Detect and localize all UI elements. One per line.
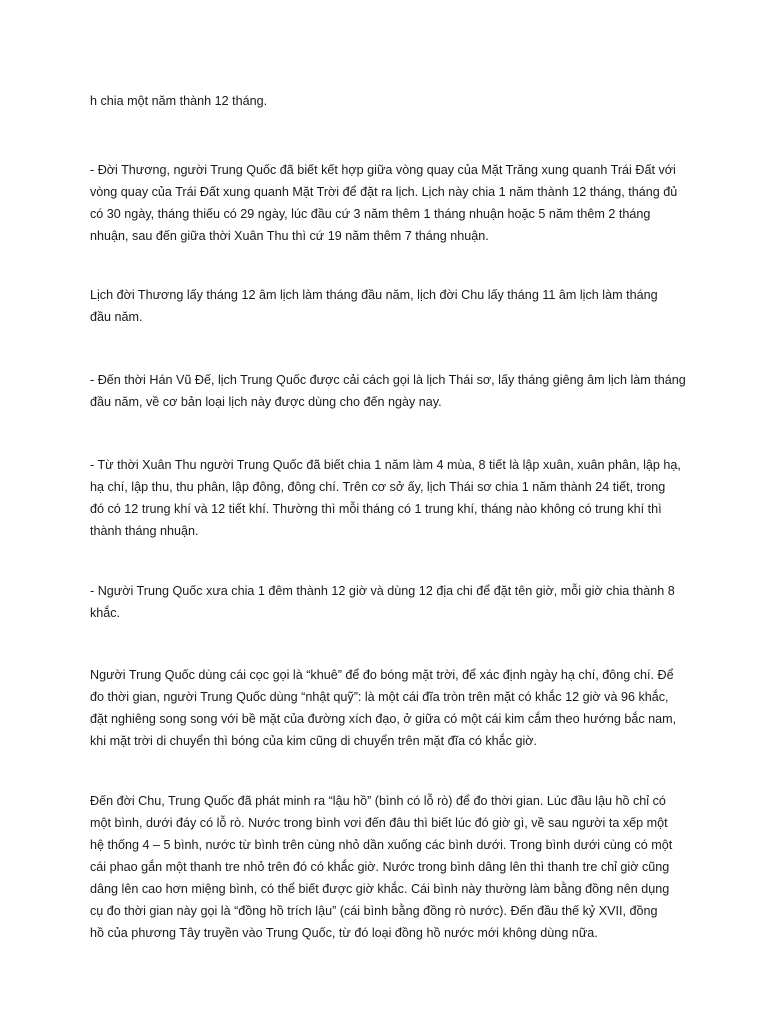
paragraph-sundial (90, 664, 690, 752)
paragraph-seasons-solar-terms (90, 454, 690, 542)
text-line: cái phao gắn một thanh tre nhỏ trên đó có khắc giờ. Nước trong bình dâng lên thì thanh tre chỉ giờ cũng (90, 860, 670, 874)
paragraph-water-clock (90, 790, 690, 944)
text-line: nhuận, sau đến giữa thời Xuân Thu thì cứ 19 năm thêm 7 tháng nhuận. (90, 229, 489, 243)
paragraph-han-wudi-reform (90, 369, 690, 413)
text-line: có 30 ngày, tháng thiếu có 29 ngày, lúc đầu cứ 3 năm thêm 1 tháng nhuận hoặc 5 năm thêm 2 tháng (90, 207, 651, 221)
text-line: đó có 12 trung khí và 12 tiết khí. Thường thì mỗi tháng có 1 trung khí, tháng nào không có trung khí thì (90, 502, 662, 516)
text-line: đầu năm, về cơ bản loại lịch này được dùng cho đến ngày nay. (90, 395, 442, 409)
text-line: h chia một năm thành 12 tháng. (90, 94, 268, 108)
text-line: Đến đời Chu, Trung Quốc đã phát minh ra “lậu hồ” (bình có lỗ rò) để đo thời gian. Lúc đầu lậu hồ chỉ có (90, 794, 666, 808)
text-line: cụ đo thời gian này gọi là “đồng hồ trích lậu” (cái bình bằng đồng rò nước). Đến đầu thế kỷ XVII, đồng (90, 904, 658, 918)
text-line: thành tháng nhuận. (90, 524, 199, 538)
text-line: một bình, dưới đáy có lỗ rò. Nước trong bình vơi đến đâu thì biết lúc đó giờ gì, về sau người ta xếp một (90, 816, 668, 830)
text-line: dâng lên cao hơn miệng bình, có thể biết được giờ khắc. Cái bình này thường làm bằng đồng nên dụng (90, 882, 670, 896)
text-line: - Từ thời Xuân Thu người Trung Quốc đã biết chia 1 năm làm 4 mùa, 8 tiết là lập xuân, xuân phân, lập hạ, (90, 458, 681, 472)
paragraph-months-fragment (90, 90, 690, 112)
text-line: Người Trung Quốc dùng cái cọc gọi là “khuê” để đo bóng mặt trời, để xác định ngày hạ chí, đông chí. Để (90, 668, 674, 682)
paragraph-new-year-month (90, 284, 690, 328)
text-line: - Đến thời Hán Vũ Đế, lịch Trung Quốc được cải cách gọi là lịch Thái sơ, lấy tháng giêng âm lịch làm tháng (90, 373, 686, 387)
paragraph-night-hours (90, 580, 690, 624)
text-line: hạ chí, lập thu, thu phân, lập đông, đông chí. Trên cơ sở ấy, lịch Thái sơ chia 1 năm thành 24 tiết, trong (90, 480, 666, 494)
text-line: Lịch đời Thương lấy tháng 12 âm lịch làm tháng đầu năm, lịch đời Chu lấy tháng 11 âm lịch làm tháng (90, 288, 658, 302)
text-line: khắc. (90, 606, 121, 620)
text-line: đầu năm. (90, 310, 143, 324)
paragraph-shang-dynasty-calendar (90, 159, 690, 247)
text-line: đặt nghiêng song song với bề mặt của đường xích đạo, ở giữa có một cái kim cắm theo hướng bắc nam, (90, 712, 677, 726)
text-line: hồ của phương Tây truyền vào Trung Quốc, từ đó loại đồng hồ nước mới không dùng nữa. (90, 926, 598, 940)
text-line: khi mặt trời di chuyển thì bóng của kim cũng di chuyển trên mặt đĩa có khắc giờ. (90, 734, 538, 748)
text-line: - Người Trung Quốc xưa chia 1 đêm thành 12 giờ và dùng 12 địa chi để đặt tên giờ, mỗi giờ chia thành 8 (90, 584, 675, 598)
text-line: hệ thống 4 – 5 bình, nước từ bình trên cùng nhỏ dần xuống các bình dưới. Trong bình dưới cùng có một (90, 838, 673, 852)
text-line: - Đời Thương, người Trung Quốc đã biết kết hợp giữa vòng quay của Mặt Trăng xung quanh Trái Đất với (90, 163, 676, 177)
text-line: vòng quay của Trái Đất xung quanh Mặt Trời để đặt ra lịch. Lịch này chia 1 năm thành 12 tháng, tháng đủ (90, 185, 678, 199)
text-line: đo thời gian, người Trung Quốc dùng “nhật quỹ”: là một cái đĩa tròn trên mặt có khắc 12 giờ và 96 khắc, (90, 690, 669, 704)
